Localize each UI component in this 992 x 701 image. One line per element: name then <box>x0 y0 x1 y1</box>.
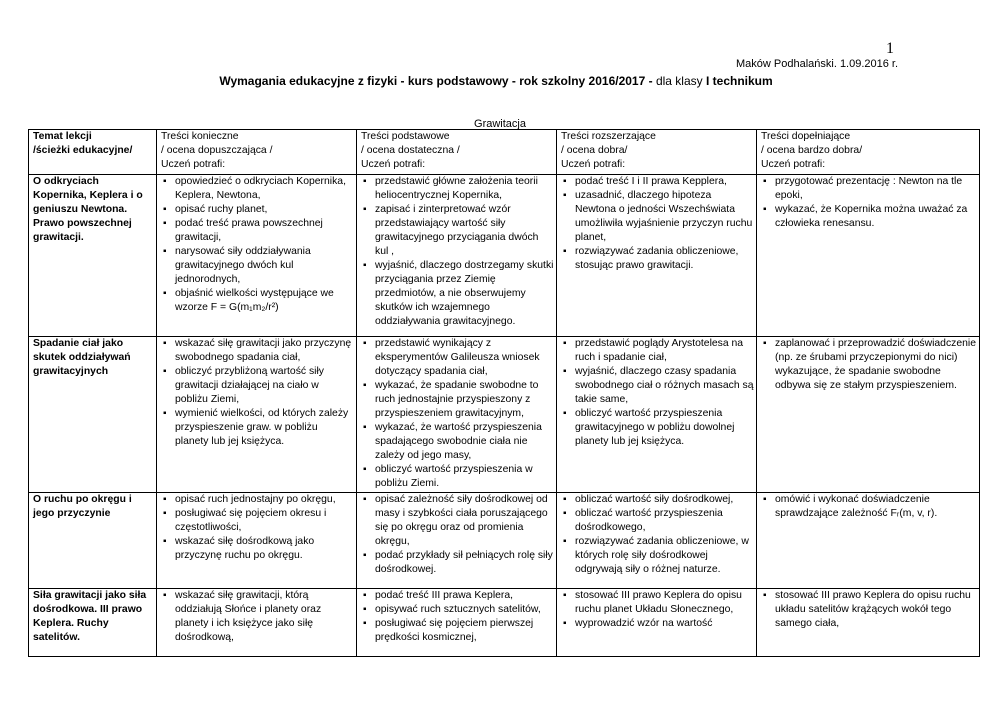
place-date: Maków Podhalański. 1.09.2016 r. <box>736 58 899 70</box>
requirement-item: ▪ podać treść III prawa Keplera, <box>361 589 554 603</box>
section-title: Grawitacja <box>474 118 526 130</box>
requirement-item: ▪ wyjaśnić, dlaczego czasy spadania swobodnego ciał o różnych masach są takie same, <box>561 365 754 407</box>
requirement-list <box>361 589 554 645</box>
requirement-item: ▪ przedstawić główne założenia teorii heliocentrycznej Kopernika, <box>361 175 554 203</box>
requirement-item: ▪ przygotować prezentację : Newton na tle epoki, <box>761 175 977 203</box>
requirement-item: ▪ przedstawić poglądy Arystotelesa na ruch i spadanie ciał, <box>561 337 754 365</box>
requirement-item: ▪ stosować III prawo Keplera do opisu ruchu układu satelitów krążących wokół tego samego ciała, <box>761 589 977 631</box>
cell-extended <box>557 493 757 589</box>
requirement-item: ▪ opisywać ruch sztucznych satelitów, <box>361 603 554 617</box>
document-title <box>0 74 992 88</box>
lesson-topic: O odkryciach Kopernika, Keplera i o geniuszu Newtona. Prawo powszechnej grawitacji. <box>29 175 157 337</box>
cell-complementary <box>757 493 980 589</box>
requirement-list <box>561 493 754 577</box>
cell-necessary <box>157 493 357 589</box>
header-necessary-text: Treści konieczne / ocena dopuszczająca / Uczeń potrafi: <box>161 131 273 170</box>
requirement-list <box>561 337 754 449</box>
requirement-item: ▪ obliczać wartość siły dośrodkowej, <box>561 493 754 507</box>
requirement-item: ▪ wykazać, że wartość przyspieszenia spadającego swobodnie ciała nie zależy od jego masy, <box>361 421 554 463</box>
requirement-item: ▪ opisać ruch jednostajny po okręgu, <box>161 493 354 507</box>
requirement-item: ▪ uzasadnić, dlaczego hipoteza Newtona o jedności Wszechświata umożliwiła wyjaśnienie przyczyn ruchu planet, <box>561 189 754 245</box>
requirement-list <box>361 337 554 491</box>
cell-extended <box>557 175 757 337</box>
requirement-item: ▪ wyjaśnić, dlaczego dostrzegamy skutki przyciągania przez Ziemię przedmiotów, a nie obserwujemy skutków ich wzajemnego oddziaływania grawitacyjnego. <box>361 259 554 329</box>
requirement-item: ▪ obliczyć wartość przyspieszenia grawitacyjnego w pobliżu dowolnej planety lub jej księżyca. <box>561 407 754 449</box>
requirement-list <box>161 493 354 563</box>
header-basic <box>357 130 557 175</box>
cell-necessary <box>157 589 357 657</box>
requirement-item: ▪ podać przykłady sił pełniących rolę siły dośrodkowej. <box>361 549 554 577</box>
requirement-item: ▪ opisać zależność siły dośrodkowej od masy i szybkości ciała poruszającego się po okręgu oraz od promienia okręgu, <box>361 493 554 549</box>
lesson-topic: Siła grawitacji jako siła dośrodkowa. III prawo Keplera. Ruchy satelitów. <box>29 589 157 657</box>
requirement-item: ▪ wskazać siłę grawitacji jako przyczynę swobodnego spadania ciał, <box>161 337 354 365</box>
requirement-list <box>161 175 354 315</box>
title-class: I technikum <box>705 74 773 88</box>
requirement-item: ▪ narysować siły oddziaływania grawitacyjnego dwóch kul jednorodnych, <box>161 245 354 287</box>
requirement-item: ▪ opisać ruchy planet, <box>161 203 354 217</box>
requirement-item: ▪ rozwiązywać zadania obliczeniowe, w których rolę siły dośrodkowej odgrywają siły o różnej naturze. <box>561 535 754 577</box>
requirement-list <box>361 175 554 329</box>
lesson-topic: O ruchu po okręgu i jego przyczynie <box>29 493 157 589</box>
table-row <box>29 589 980 657</box>
header-extended <box>557 130 757 175</box>
header-complementary <box>757 130 980 175</box>
table-row <box>29 175 980 337</box>
cell-basic <box>357 337 557 493</box>
requirement-item: ▪ obliczyć wartość przyspieszenia w pobliżu Ziemi. <box>361 463 554 491</box>
cell-extended <box>557 337 757 493</box>
requirement-item: ▪ omówić i wykonać doświadczenie sprawdzające zależność Fᵣ(m, v, r). <box>761 493 977 521</box>
cell-complementary <box>757 175 980 337</box>
requirement-item: ▪ wyprowadzić wzór na wartość <box>561 617 754 631</box>
requirement-item: ▪ obliczać wartość przyspieszenia dośrodkowego, <box>561 507 754 535</box>
cell-necessary <box>157 175 357 337</box>
requirement-item: ▪ podać treść I i II prawa Kepplera, <box>561 175 754 189</box>
requirement-item: ▪ wskazać siłę dośrodkową jako przyczynę ruchu po okręgu. <box>161 535 354 563</box>
requirement-item: ▪ wykazać, że spadanie swobodne to ruch jednostajnie przyspieszony z przyspieszeniem grawitacyjnym, <box>361 379 554 421</box>
header-complementary-text: Treści dopełniające / ocena bardzo dobra/ Uczeń potrafi: <box>761 131 863 170</box>
requirement-list <box>561 175 754 273</box>
requirement-list <box>761 493 977 521</box>
table-row <box>29 337 980 493</box>
title-main: Wymagania edukacyjne z fizyki - kurs podstawowy - rok szkolny 2016/2017 - <box>219 74 653 88</box>
header-necessary <box>157 130 357 175</box>
requirement-item: ▪ wymienić wielkości, od których zależy przyspieszenie graw. w pobliżu planety lub jej księżyca. <box>161 407 354 449</box>
requirement-item: ▪ obliczyć przybliżoną wartość siły grawitacji działającej na ciało w pobliżu Ziemi, <box>161 365 354 407</box>
header-topic <box>29 130 157 175</box>
header-topic-text: Temat lekcji /ścieżki edukacyjne/ <box>33 131 133 156</box>
cell-basic <box>357 175 557 337</box>
requirement-list <box>761 337 977 393</box>
lesson-topic: Spadanie ciał jako skutek oddziaływań grawitacyjnych <box>29 337 157 493</box>
requirement-item: ▪ posługiwać się pojęciem okresu i częstotliwości, <box>161 507 354 535</box>
requirement-list <box>361 493 554 577</box>
requirement-item: ▪ objaśnić wielkości występujące we wzorze F = G(m₁m₂/r²) <box>161 287 354 315</box>
requirement-item: ▪ posługiwać się pojęciem pierwszej prędkości kosmicznej, <box>361 617 554 645</box>
requirement-item: ▪ stosować III prawo Keplera do opisu ruchu planet Układu Słonecznego, <box>561 589 754 617</box>
requirement-item: ▪ zaplanować i przeprowadzić doświadczenie (np. ze śrubami przyczepionymi do nici) wykazujące, że spadanie swobodne odbywa się ze stałym przyspieszeniem. <box>761 337 977 393</box>
requirement-item: ▪ zapisać i zinterpretować wzór przedstawiający wartość siły grawitacyjnego przyciągania dwóch kul , <box>361 203 554 259</box>
requirement-item: ▪ wykazać, że Kopernika można uważać za człowieka renesansu. <box>761 203 977 231</box>
cell-extended <box>557 589 757 657</box>
table-header-row <box>29 130 980 175</box>
requirement-list <box>761 589 977 631</box>
requirement-item: ▪ przedstawić wynikający z eksperymentów Galileusza wniosek dotyczący spadania ciał, <box>361 337 554 379</box>
requirement-item: ▪ rozwiązywać zadania obliczeniowe, stosując prawo grawitacji. <box>561 245 754 273</box>
header-basic-text: Treści podstawowe / ocena dostateczna / Uczeń potrafi: <box>361 131 460 170</box>
requirement-list <box>561 589 754 631</box>
requirement-item: ▪ opowiedzieć o odkryciach Kopernika, Keplera, Newtona, <box>161 175 354 203</box>
page-number: 1 <box>886 40 894 57</box>
cell-necessary <box>157 337 357 493</box>
cell-basic <box>357 589 557 657</box>
cell-complementary <box>757 337 980 493</box>
header-extended-text: Treści rozszerzające / ocena dobra/ Uczeń potrafi: <box>561 131 656 170</box>
requirement-list <box>761 175 977 231</box>
requirement-item: ▪ wskazać siłę grawitacji, którą oddziałują Słońce i planety oraz planety i ich księżyce jako siłę dośrodkową, <box>161 589 354 645</box>
requirements-table <box>28 129 980 657</box>
table-row <box>29 493 980 589</box>
cell-complementary <box>757 589 980 657</box>
title-class-label: dla klasy <box>655 74 703 88</box>
requirement-list <box>161 589 354 645</box>
cell-basic <box>357 493 557 589</box>
requirement-item: ▪ podać treść prawa powszechnej grawitacji, <box>161 217 354 245</box>
requirement-list <box>161 337 354 449</box>
